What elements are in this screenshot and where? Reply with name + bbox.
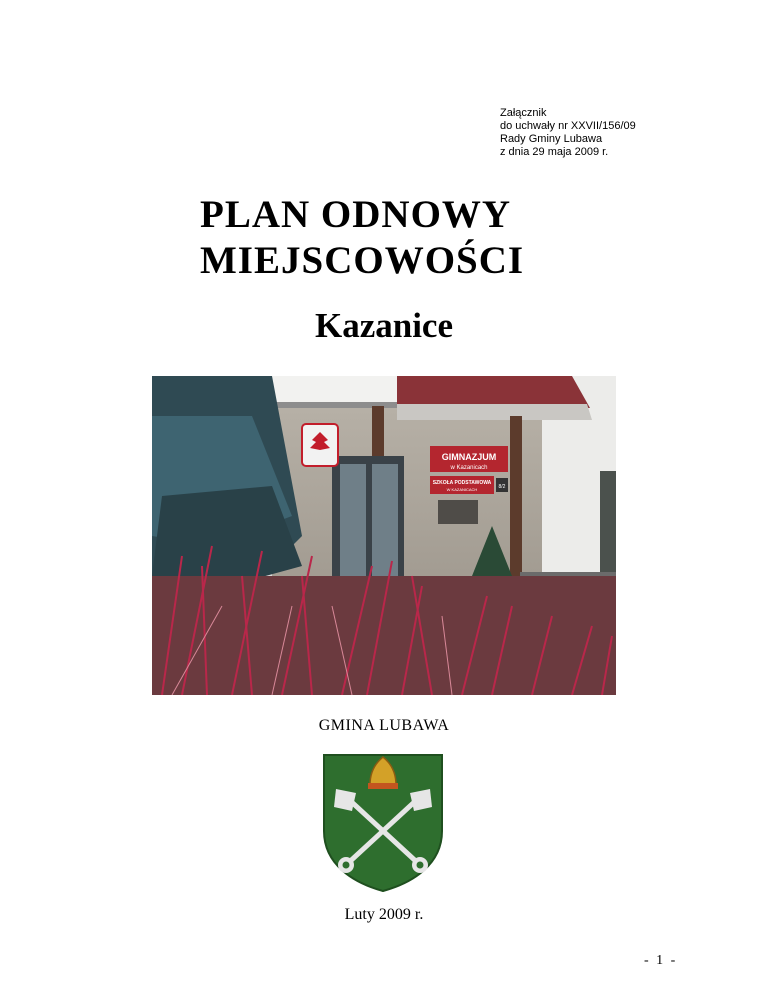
page-number: - 1 -	[644, 953, 678, 968]
annex-note	[500, 107, 636, 159]
annex-line-2: do uchwały nr XXVII/156/09	[500, 120, 636, 132]
school-building-photo	[152, 376, 616, 695]
sign-school: SZKOŁA PODSTAWOWA	[432, 480, 492, 486]
municipality-coat-of-arms	[322, 753, 444, 893]
sign-gimnazjum-sub: w Kazanicach	[450, 465, 488, 471]
document-date: Luty 2009 r.	[344, 906, 424, 923]
annex-line-3: Rady Gminy Lubawa	[500, 133, 603, 145]
sign-school-sub: W KAZANICACH	[446, 487, 478, 492]
village-name: Kazanice	[314, 306, 454, 345]
title-line-1: PLAN ODNOWY	[200, 193, 512, 236]
annex-line-4: z dnia 29 maja 2009 r.	[500, 146, 609, 158]
document-title	[200, 192, 524, 284]
sign-gimnazjum: GIMNAZJUM	[441, 452, 497, 462]
house-number-plate: 8/2	[498, 484, 506, 490]
municipality-name: GMINA LUBAWA	[318, 717, 450, 734]
title-line-2: MIEJSCOWOŚCI	[200, 239, 525, 282]
annex-line-1: Załącznik	[500, 107, 547, 119]
